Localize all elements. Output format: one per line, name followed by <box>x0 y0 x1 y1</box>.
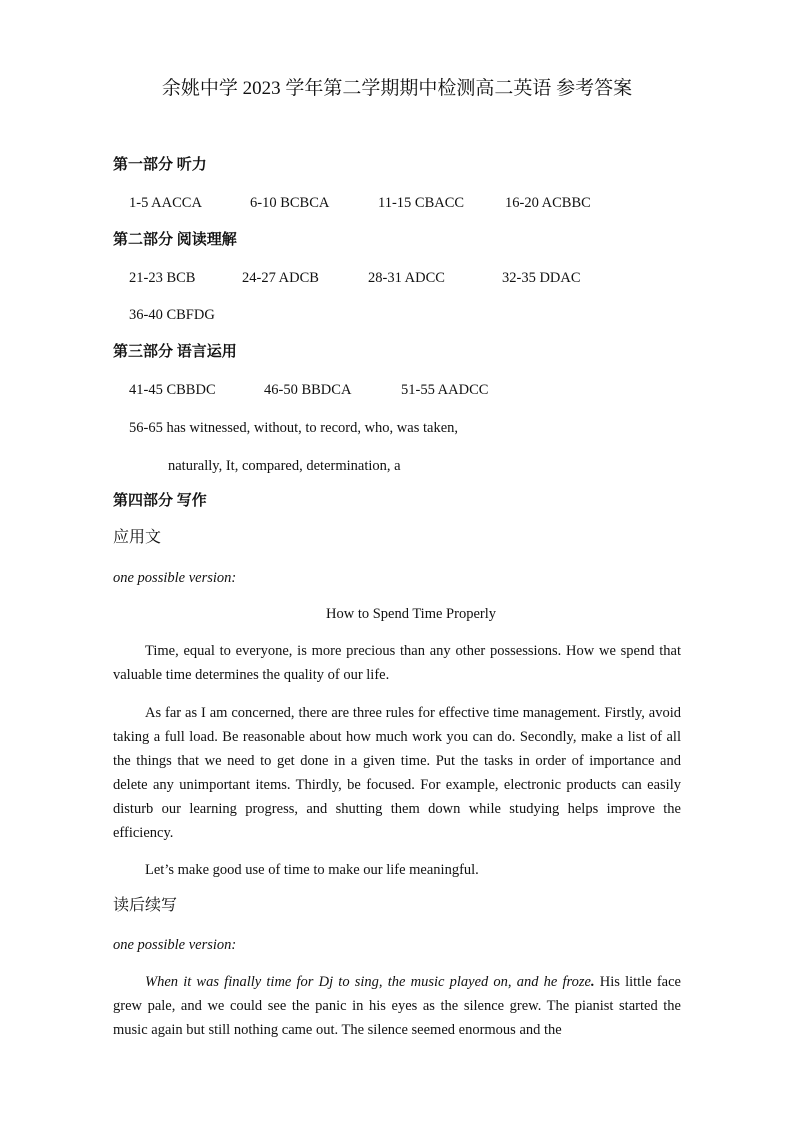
continuation-opening-sentence: When it was finally time for Dj to sing, the music played on, and he froze <box>145 974 591 990</box>
essay-paragraph-1: Time, equal to everyone, is more precious than any other possessions. How we spend that valuable time determines the quality of our life. <box>113 643 681 683</box>
answer-group: 41-45 CBBDC <box>129 382 216 398</box>
continuation-writing-label: 读后续写 <box>113 897 178 914</box>
answer-group: 32-35 DDAC <box>502 270 581 286</box>
section-heading-reading: 第二部分 阅读理解 <box>113 232 237 248</box>
answer-group: 24-27 ADCB <box>242 270 319 286</box>
answer-group: 6-10 BCBCA <box>250 195 330 211</box>
practical-version-label: one possible version: <box>113 570 237 586</box>
answer-group: 46-50 BBDCA <box>264 382 352 398</box>
essay-paragraph-3: Let’s make good use of time to make our life meaningful. <box>145 862 479 878</box>
answer-group: 11-15 CBACC <box>378 195 465 211</box>
answer-group: 28-31 ADCC <box>368 270 445 286</box>
document-title: 余姚中学 2023 学年第二学期期中检测高二英语 参考答案 <box>161 78 633 99</box>
section-heading-writing: 第四部分 写作 <box>113 493 207 509</box>
answer-group: 16-20 ACBBC <box>505 195 591 211</box>
continuation-body-text: His little face grew pale, and we could see the panic in his eyes as the silence grew. The pianist started the music again but still nothing came out. The silence seemed enormous and the <box>113 974 681 1038</box>
section-heading-language-use: 第三部分 语言运用 <box>113 344 237 360</box>
section-heading-listening: 第一部分 听力 <box>113 157 207 173</box>
continuation-paragraph-1 <box>113 970 681 1042</box>
answer-group: 1-5 AACCA <box>129 195 202 211</box>
practical-writing-label: 应用文 <box>113 529 162 546</box>
answer-group: 21-23 BCB <box>129 270 196 286</box>
fill-in-answers-line-2: naturally, It, compared, determination, a <box>168 458 401 474</box>
continuation-opening-period: . <box>590 974 595 990</box>
essay-paragraph-2: As far as I am concerned, there are three rules for effective time management. Firstly, avoid taking a full load. Be reasonable about how much work you can do. Secondly, make a list of all the things that we need to get done in a given time. Put the tasks in order of importance and delete any unimportant items. Thirdly, be focused. For example, electronic products can easily disturb our learning progress, and shutting them down while studying helps improve the efficiency. <box>113 705 681 841</box>
answer-group: 51-55 AADCC <box>401 382 489 398</box>
continuation-version-label: one possible version: <box>113 937 237 953</box>
answer-group: 36-40 CBFDG <box>129 307 215 323</box>
essay-title: How to Spend Time Properly <box>326 606 496 622</box>
fill-in-answers-line-1: 56-65 has witnessed, without, to record, who, was taken, <box>129 420 459 436</box>
